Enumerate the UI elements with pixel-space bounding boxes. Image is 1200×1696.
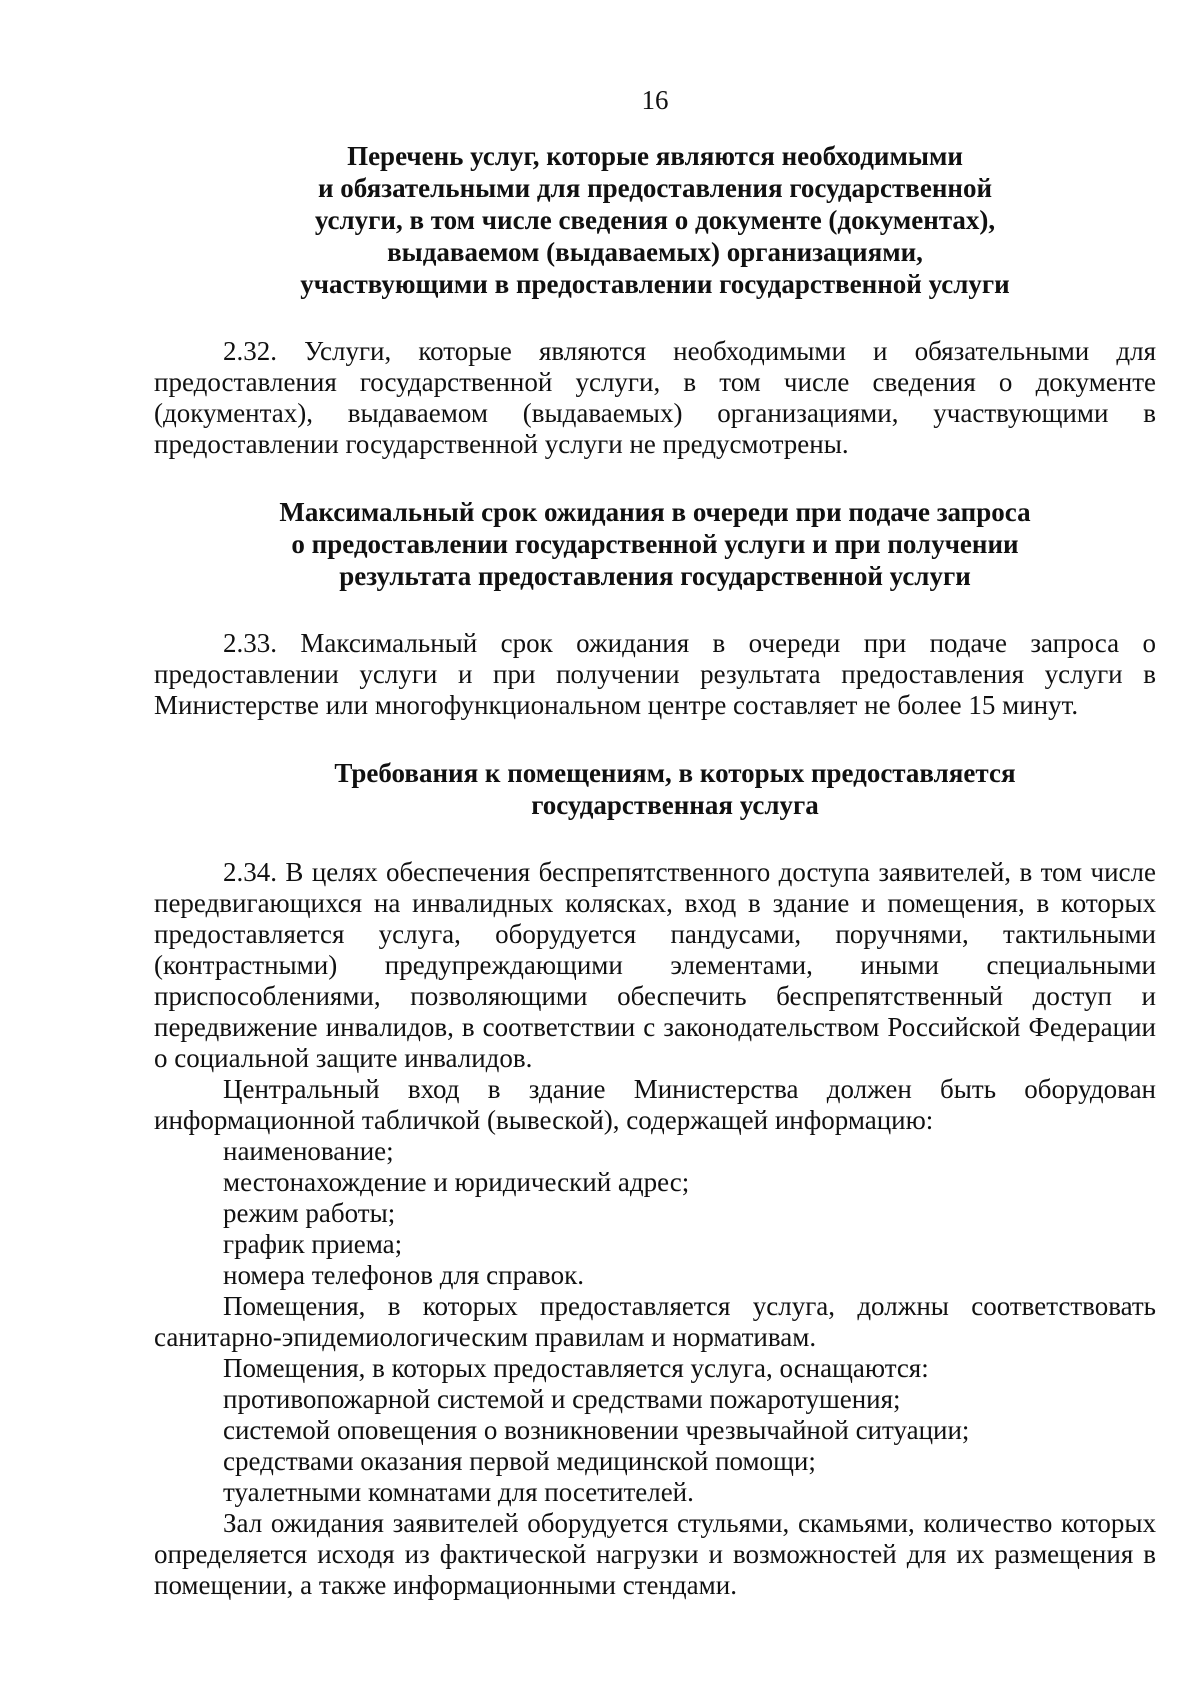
heading-line: услуги, в том числе сведения о документе (документах), (314, 205, 996, 235)
paragraph-2-34: 2.34. В целях обеспечения беспрепятственного доступа заявителей, в том числе передвигающихся на инвалидных колясках, вход в здание и помещения, в которых предоставляется услуга, оборудуется пандусами, поручнями, тактильными (контрастными) предупреждающими элементами, иными специальными приспособлениями, позволяющими обеспечить беспрепятственный доступ и передвижение инвалидов, в соответствии с законодательством Российской Федерации о социальной защите инвалидов. (154, 857, 1156, 1073)
heading-line: результата предоставления государственной услуги (339, 561, 971, 591)
heading-line: Требования к помещениям, в которых предоставляется (334, 758, 1016, 788)
page-number: 16 (641, 85, 669, 115)
list-item: номера телефонов для справок. (223, 1260, 584, 1290)
list-item: туалетными комнатами для посетителей. (223, 1477, 694, 1507)
paragraph-2-32: 2.32. Услуги, которые являются необходимыми и обязательными для предоставления государственной услуги, в том числе сведения о документе (документах), выдаваемом (выдаваемых) организациями, участвующими в предоставлении государственной услуги не предусмотрены. (154, 336, 1156, 459)
section-heading-waiting-time (154, 496, 1156, 592)
document-body (154, 140, 1156, 1601)
paragraph-sanitary: Помещения, в которых предоставляется услуга, должны соответствовать санитарно-эпидемиологическим правилам и нормативам. (154, 1291, 1156, 1352)
heading-line: выдаваемом (выдаваемых) организациями, (387, 237, 923, 267)
section-heading-premises (154, 757, 1156, 821)
list-item: системой оповещения о возникновении чрезвычайной ситуации; (223, 1415, 970, 1445)
heading-line: и обязательными для предоставления государственной (318, 173, 992, 203)
list-item: местонахождение и юридический адрес; (223, 1167, 690, 1197)
paragraph-entrance: Центральный вход в здание Министерства должен быть оборудован информационной табличкой (вывеской), содержащей информацию: (154, 1074, 1156, 1135)
paragraph-equipped: Помещения, в которых предоставляется услуга, оснащаются: (223, 1353, 929, 1383)
heading-line: о предоставлении государственной услуги и при получении (291, 529, 1019, 559)
list-item: режим работы; (223, 1198, 396, 1228)
heading-line: участвующими в предоставлении государственной услуги (300, 269, 1010, 299)
list-item: средствами оказания первой медицинской помощи; (223, 1446, 816, 1476)
heading-line: Перечень услуг, которые являются необходимыми (347, 141, 963, 171)
paragraph-2-33: 2.33. Максимальный срок ожидания в очереди при подаче запроса о предоставлении услуги и при получении результата предоставления услуги в Министерстве или многофункциональном центре составляет не более 15 минут. (154, 628, 1156, 720)
heading-line: Максимальный срок ожидания в очереди при подаче запроса (279, 497, 1031, 527)
section-heading-services (154, 140, 1156, 300)
list-item: график приема; (223, 1229, 403, 1259)
paragraph-waiting-hall: Зал ожидания заявителей оборудуется стульями, скамьями, количество которых определяется исходя из фактической нагрузки и возможностей для их размещения в помещении, а также информационными стендами. (154, 1508, 1156, 1600)
list-item: противопожарной системой и средствами пожаротушения; (223, 1384, 901, 1414)
heading-line: государственная услуга (531, 790, 819, 820)
list-item: наименование; (223, 1136, 394, 1166)
